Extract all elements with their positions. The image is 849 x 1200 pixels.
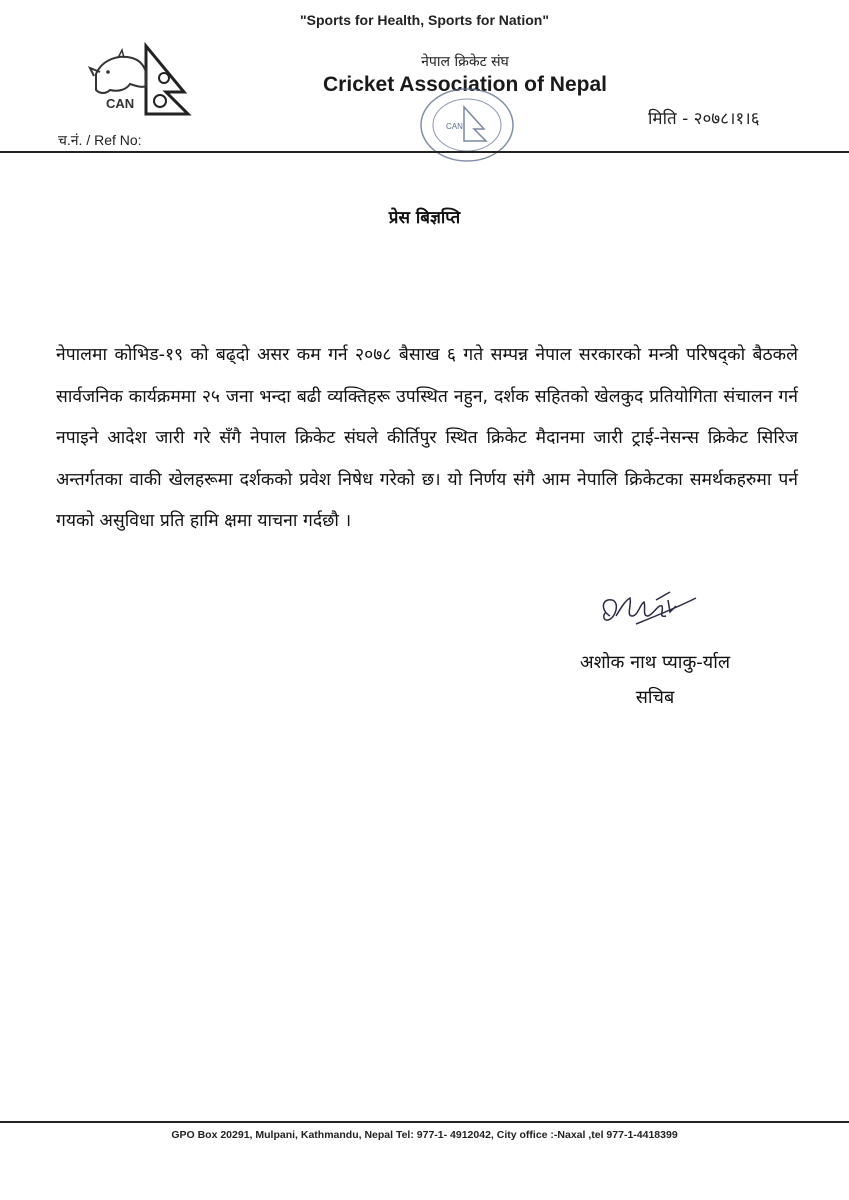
organization-seal: [412, 85, 522, 165]
signatory-name: अशोक नाथ प्याकु-र्याल: [579, 652, 731, 673]
org-name-nepali: नेपाल क्रिकेट संघ: [421, 54, 509, 70]
reference-number-label: च.नं. / Ref No:: [58, 132, 142, 148]
can-logo: [88, 40, 193, 120]
document-title: प्रेस बिज्ञप्ति: [388, 208, 461, 228]
document-date: मिति - २०७८।१।६: [648, 109, 760, 129]
letterhead-tagline: "Sports for Health, Sports for Nation": [300, 12, 549, 28]
header-divider: [0, 151, 849, 153]
press-release-body: नेपालमा कोभिड-१९ को बढ्दो असर कम गर्न २०७८ बैसाख ६ गते सम्पन्न नेपाल सरकारको मन्त्री परिषद्को बैठकले सार्वजनिक कार्यक्रममा २५ जना भन्दा बढी व्यक्तिहरू उपस्थित नहुन, दर्शक सहितको खेलकुद प्रतियोगिता संचालन गर्न नपाइने आदेश जारी गरे सँगै नेपाल क्रिकेट संघले कीर्तिपुर स्थित क्रिकेट मैदानमा जारी ट्राई-नेसन्स क्रिकेट सिरिज अन्तर्गतका वाकी खेलहरूमा दर्शकको प्रवेश निषेध गरेको छ। यो निर्णय संगै आम नेपालि क्रिकेटका समर्थकहरुमा पर्न गयको असुविधा प्रति हामि क्षमा याचना गर्दछौ ।: [56, 345, 798, 531]
handwritten-signature: [596, 586, 704, 638]
footer-address: GPO Box 20291, Mulpani, Kathmandu, Nepal Tel: 977-1- 4912042, City office :-Naxal ,tel 977-1-4418399: [171, 1129, 678, 1141]
org-name-english: Cricket Association of Nepal: [323, 73, 607, 96]
signatory-title: सचिब: [635, 687, 675, 708]
svg-text:CAN: CAN: [106, 96, 135, 111]
footer-divider: [0, 1121, 849, 1123]
svg-text:CAN: CAN: [446, 122, 463, 131]
